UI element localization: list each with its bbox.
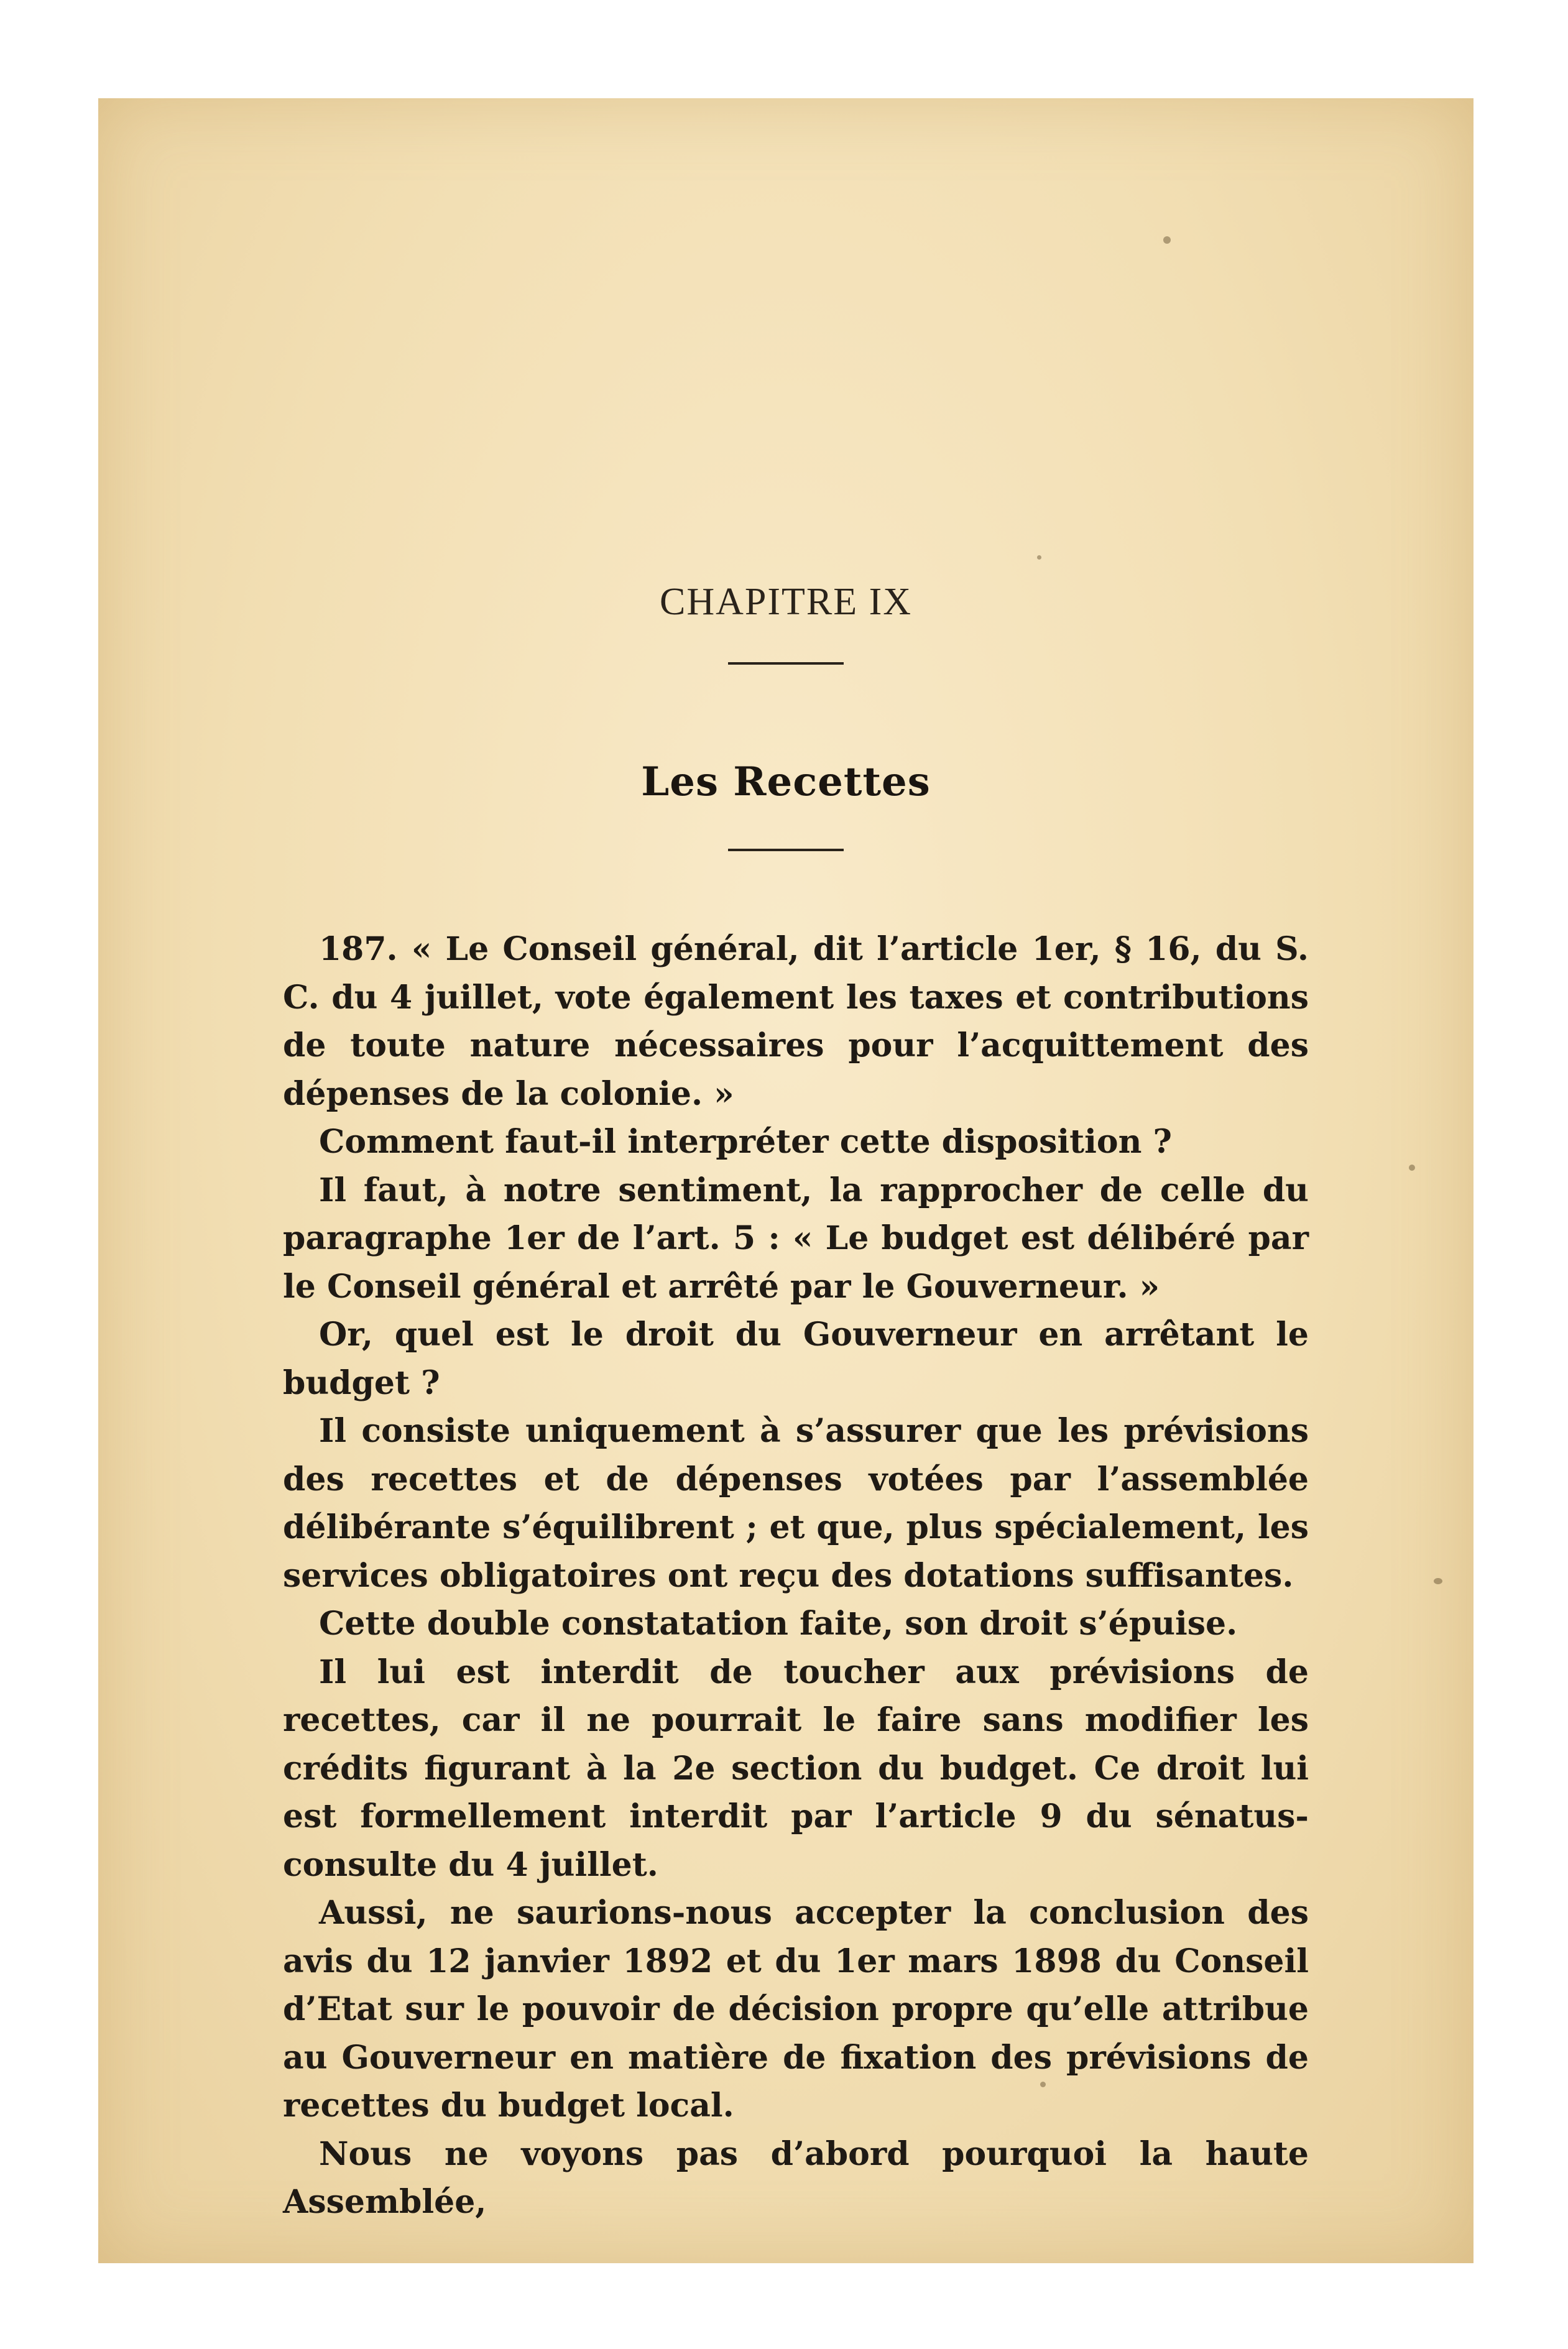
paragraph: Or, quel est le droit du Gouverneur en arrêtant le budget ?: [283, 1316, 1309, 1402]
paper-speck: [1037, 555, 1041, 560]
paragraph: Il consiste uniquement à s’assurer que les prévisions des recettes et de dépenses votées par l’assemblée délibérante s’équilibrent ; et que, plus spécialement, les services obligatoires ont reçu des dotations suffisantes.: [283, 1412, 1309, 1595]
paragraph: 187. « Le Conseil général, dit l’article 1er, § 16, du S. C. du 4 juillet, vote également les taxes et contributions de toute nature nécessaires pour l’acquittement des dépenses de la colonie. »: [283, 930, 1309, 1113]
paragraph: Aussi, ne saurions-nous accepter la conclusion des avis du 12 janvier 1892 et du 1er mars 1898 du Conseil d’Etat sur le pouvoir de décision propre qu’elle attribue au Gouverneur en matière de fixation des prévisions de recettes du budget local.: [283, 1894, 1309, 2125]
divider-rule-top: [728, 662, 844, 665]
paragraph: Comment faut-il interpréter cette disposition ?: [319, 1123, 1172, 1161]
paper-speck: [1040, 2082, 1046, 2087]
paper-speck: [1409, 1165, 1415, 1171]
paper-speck: [1434, 1578, 1442, 1584]
section-title: Les Recettes: [641, 759, 931, 805]
body-text: [283, 925, 1309, 2227]
paragraph: Il faut, à notre sentiment, la rapprocher de celle du paragraphe 1er de l’art. 5 : « Le budget est délibéré par le Conseil général et arrêté par le Gouverneur. »: [283, 1171, 1309, 1306]
paper-speck: [1163, 236, 1171, 244]
paragraph: Il lui est interdit de toucher aux prévisions de recettes, car il ne pourrait le faire sans modifier les crédits figurant à la 2e section du budget. Ce droit lui est formellement interdit par l’article 9 du sénatus-consulte du 4 juillet.: [283, 1653, 1309, 1884]
paragraph: Cette double constatation faite, son droit s’épuise.: [319, 1605, 1238, 1643]
chapter-heading: CHAPITRE IX: [659, 581, 913, 623]
paragraph: Nous ne voyons pas d’abord pourquoi la haute Assemblée,: [283, 2134, 1309, 2221]
divider-rule-bottom: [728, 849, 844, 851]
book-page: [98, 98, 1473, 2263]
